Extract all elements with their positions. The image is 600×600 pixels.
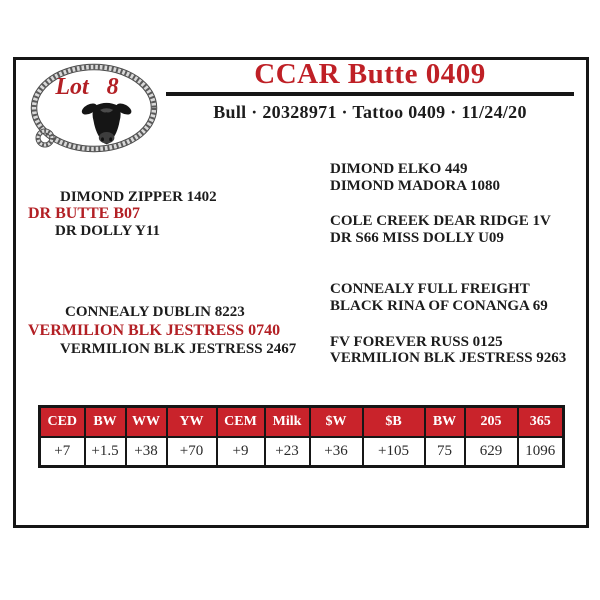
epd-header-cell: Milk	[265, 407, 310, 438]
epd-header-cell: $B	[363, 407, 425, 438]
sire-gs-sire: DIMOND ELKO 449	[330, 161, 468, 177]
epd-header-cell: $W	[310, 407, 363, 438]
epd-value-cell: +23	[265, 437, 310, 467]
epd-header-cell: 365	[518, 407, 564, 438]
sire-granddam: DR DOLLY Y11	[55, 223, 161, 239]
epd-header-row	[40, 407, 564, 438]
sire-name: DR BUTTE B07	[28, 205, 141, 222]
dam-grandsire: CONNEALY DUBLIN 8223	[65, 304, 245, 320]
epd-header-cell: BW	[85, 407, 126, 438]
lot-badge	[28, 62, 160, 159]
epd-value-cell: 75	[425, 437, 465, 467]
epd-header-cell: CED	[40, 407, 85, 438]
epd-value-cell: +9	[217, 437, 265, 467]
epd-value-cell: +1.5	[85, 437, 126, 467]
epd-value-row	[40, 437, 564, 467]
epd-table	[38, 405, 565, 468]
sire-gd-sire: COLE CREEK DEAR RIDGE 1V	[330, 213, 551, 229]
epd-header-cell: BW	[425, 407, 465, 438]
dam-name: VERMILION BLK JESTRESS 0740	[28, 322, 281, 339]
epd-value-cell: +105	[363, 437, 425, 467]
animal-id-line: Bull · 20328971 · Tattoo 0409 · 11/24/20	[213, 102, 527, 122]
epd-header-cell: CEM	[217, 407, 265, 438]
epd-header-cell: 205	[465, 407, 518, 438]
epd-value-cell: +36	[310, 437, 363, 467]
epd-value-cell: +7	[40, 437, 85, 467]
dam-gd-sire: FV FOREVER RUSS 0125	[330, 334, 503, 350]
bull-head-icon	[80, 101, 133, 144]
epd-value-cell: 629	[465, 437, 518, 467]
dam-gd-dam: VERMILION BLK JESTRESS 9263	[330, 350, 567, 366]
title-underline	[166, 92, 574, 96]
epd-value-cell: 1096	[518, 437, 564, 467]
header-block	[166, 58, 574, 123]
epd-header-cell: YW	[167, 407, 217, 438]
sire-gs-dam: DIMOND MADORA 1080	[330, 178, 500, 194]
sire-grandsire: DIMOND ZIPPER 1402	[60, 189, 217, 205]
dam-gs-sire: CONNEALY FULL FREIGHT	[330, 281, 530, 297]
dam-gs-dam: BLACK RINA OF CONANGA 69	[330, 298, 548, 314]
epd-value-cell: +70	[167, 437, 217, 467]
epd-value-cell: +38	[126, 437, 167, 467]
epd-header-cell: WW	[126, 407, 167, 438]
lot-number-label: Lot 8	[55, 74, 119, 100]
sire-gd-dam: DR S66 MISS DOLLY U09	[330, 230, 504, 246]
animal-name-title: CCAR Butte 0409	[254, 58, 486, 90]
dam-granddam: VERMILION BLK JESTRESS 2467	[60, 341, 297, 357]
